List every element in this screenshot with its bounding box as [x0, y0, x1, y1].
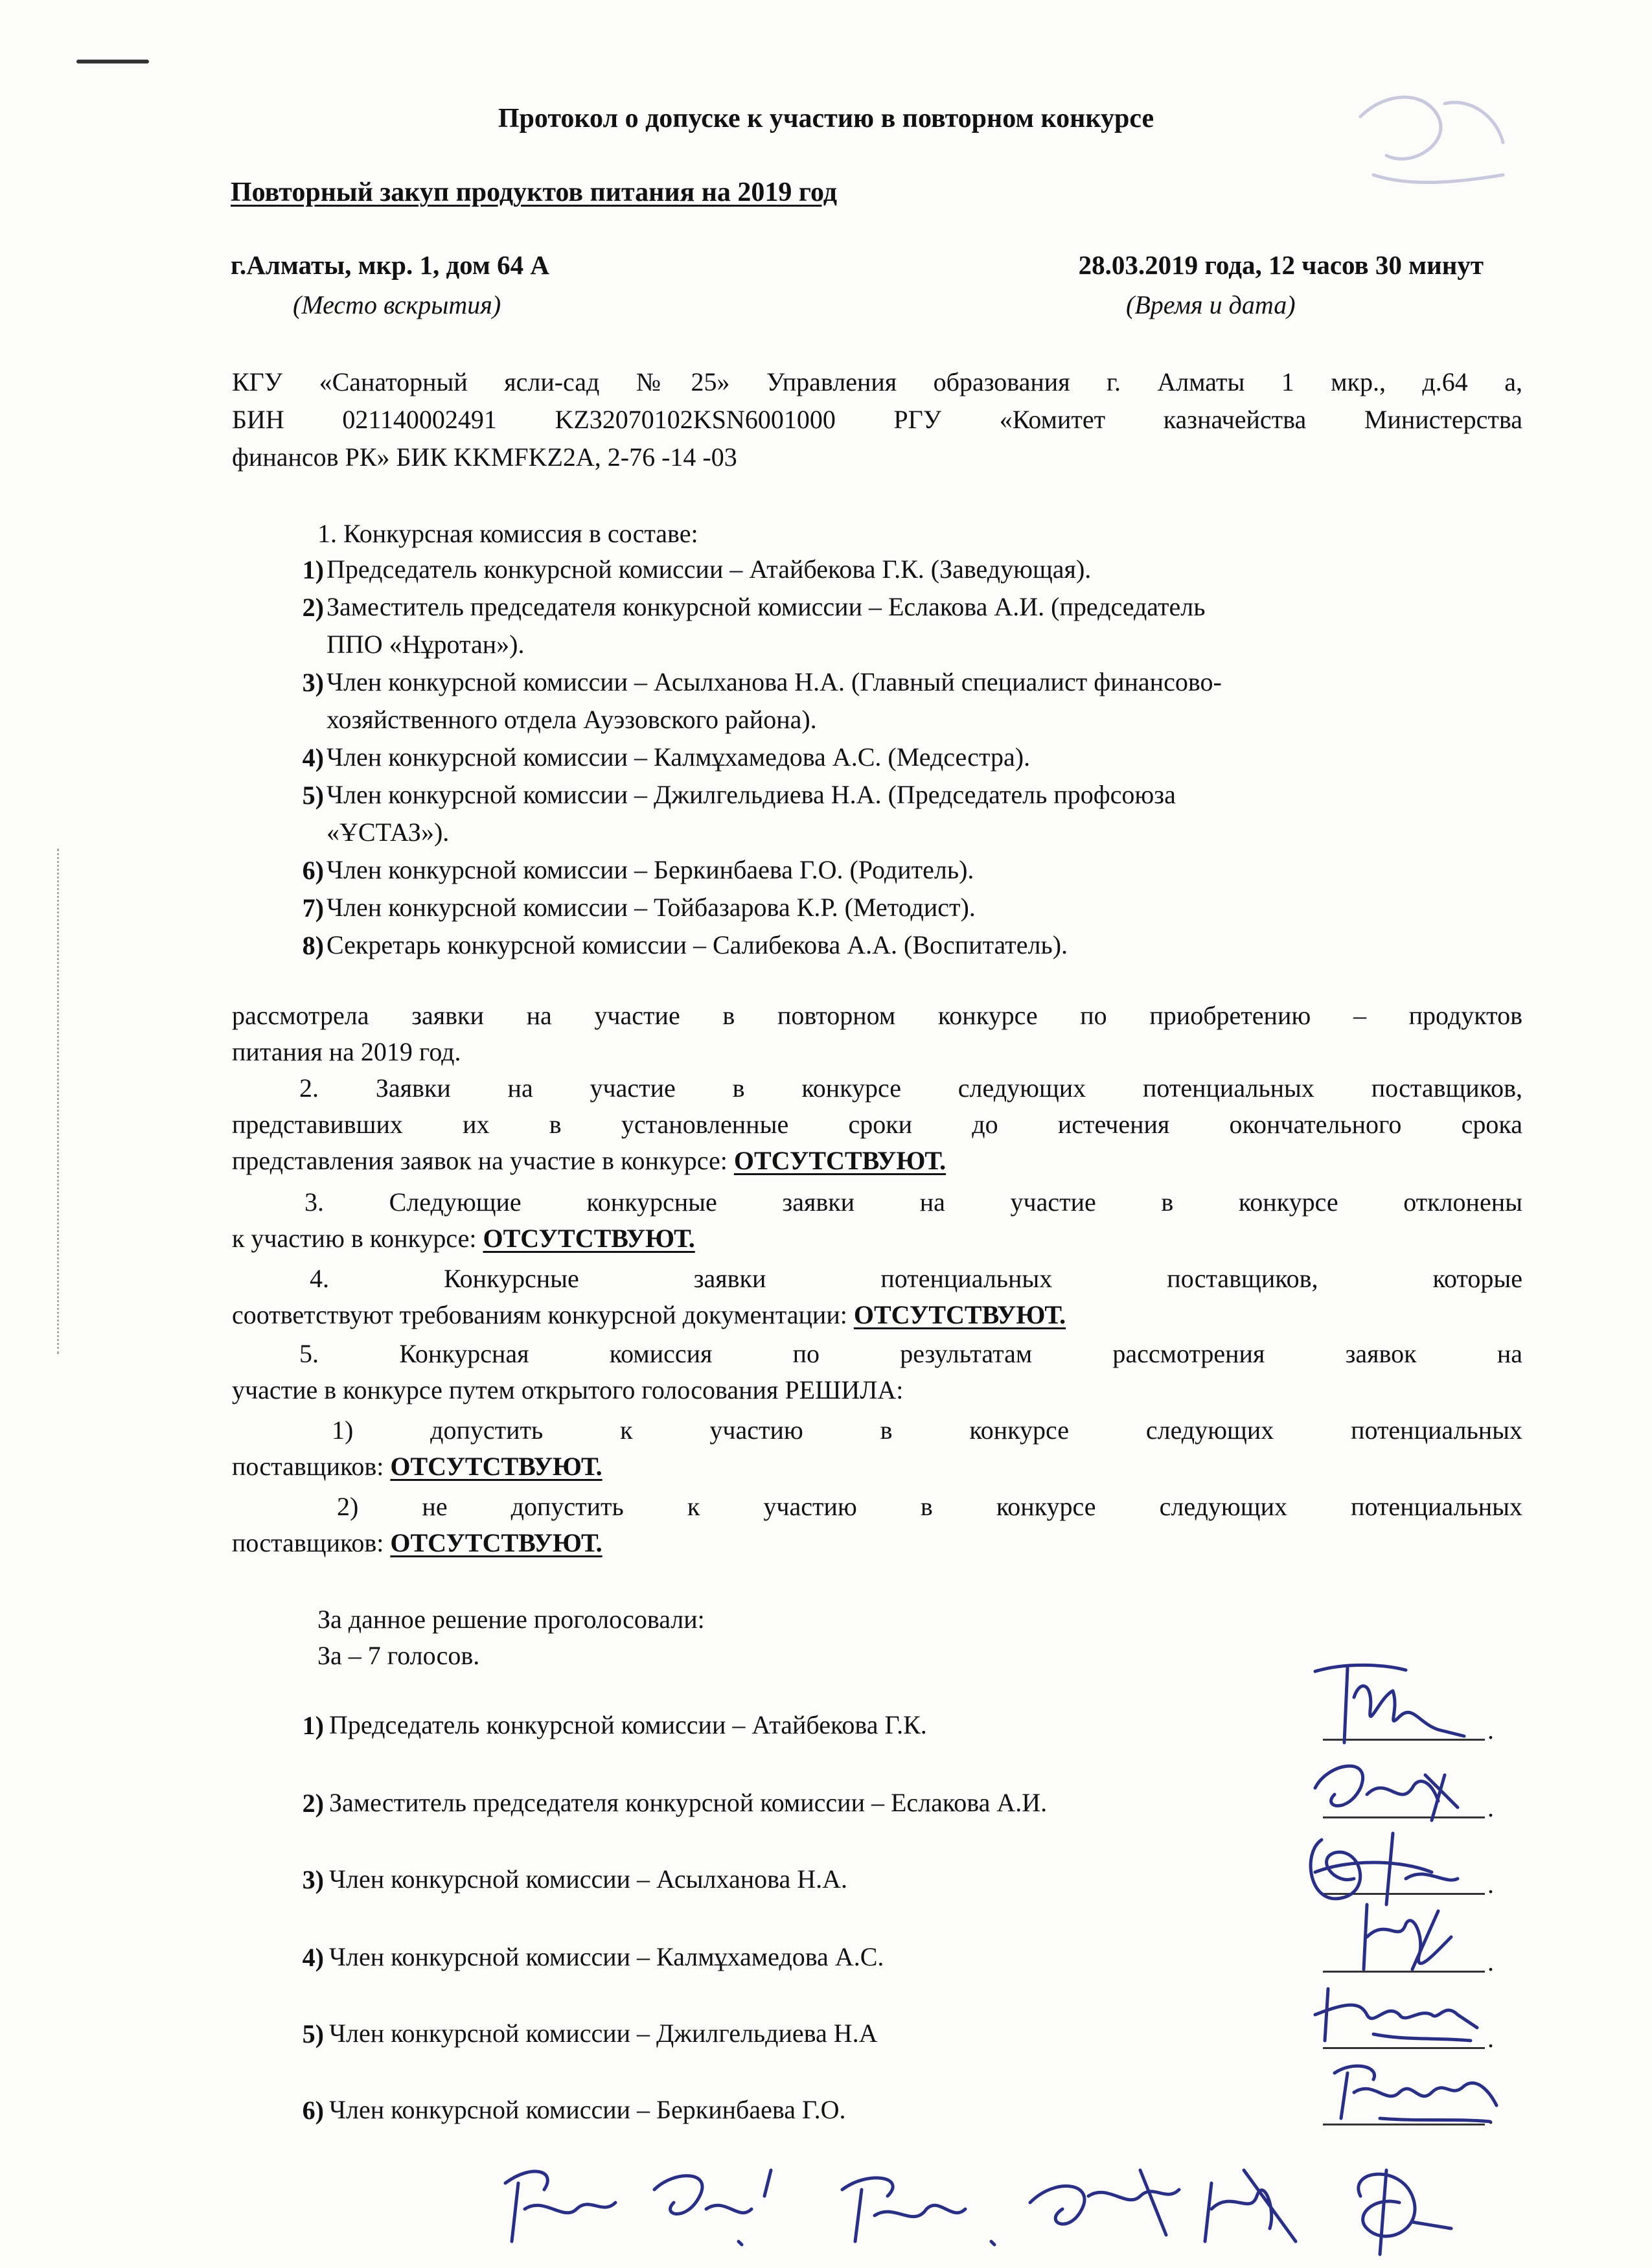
member-3-line-1: Член конкурсной комиссии – Асылханова Н.А. (Главный специалист финансово-: [327, 667, 1222, 696]
binding-thread: [57, 849, 64, 1354]
p5-1-absent: ОТСУТСТВУЮТ.: [390, 1452, 602, 1481]
reviewed-line-1: рассмотрела заявки на участие в повторном конкурсе по приобретению – продуктов: [232, 1001, 1522, 1030]
place-value: г.Алматы, мкр. 1, дом 64 А: [231, 250, 549, 280]
p5-1-line-2: [232, 1449, 602, 1485]
p3-line-2: [232, 1220, 695, 1257]
p2-absent: ОТСУТСТВУЮТ.: [733, 1146, 946, 1175]
p5-2-absent: ОТСУТСТВУЮТ.: [390, 1528, 602, 1557]
member-num-4: 4): [302, 743, 324, 772]
member-8: Секретарь конкурсной комиссии – Салибекова А.А. (Воспитатель).: [327, 930, 1068, 959]
corner-stamp-mark: [1348, 78, 1516, 194]
signature-4-handwriting: [1354, 1898, 1477, 1982]
signatory-3: Член конкурсной комиссии – Асылханова Н.А.: [329, 1864, 848, 1894]
signature-6-handwriting: [1315, 2054, 1503, 2131]
member-5-line-1: Член конкурсной комиссии – Джилгельдиева Н.А. (Председатель профсоюза: [327, 780, 1176, 809]
p5-line-2: участие в конкурсе путем открытого голосования РЕШИЛА:: [232, 1375, 904, 1404]
member-1: Председатель конкурсной комиссии – Атайбекова Г.К. (Заведующая).: [327, 555, 1092, 584]
member-num-6: 6): [302, 856, 324, 885]
signature-end-5: .: [1487, 2024, 1494, 2053]
org-line-1: КГУ «Санаторный ясли-сад №25» Управления образования г. Алматы 1 мкр., д.64 а,: [232, 367, 1522, 396]
signatory-num-2: 2): [302, 1789, 324, 1818]
member-num-3: 3): [302, 668, 324, 697]
member-num-2: 2): [302, 593, 324, 622]
org-line-3: финансов РК» БИК KKMFKZ2A, 2-76 -14 -03: [232, 442, 737, 472]
member-2-line-1: Заместитель председателя конкурсной комиссии – Еслакова А.И. (председатель: [327, 592, 1206, 621]
bottom-initials-handwriting: [492, 2157, 1464, 2261]
p5-line-1: 5. Конкурсная комиссия по результатам рассмотрения заявок на: [299, 1339, 1522, 1368]
p5-2-line-2: [232, 1525, 602, 1561]
signatory-num-1: 1): [302, 1711, 324, 1740]
member-num-8: 8): [302, 931, 324, 960]
org-line-2: БИН 021140002491 KZ32070102KSN6001000 РГУ «Комитет казначейства Министерства: [232, 405, 1522, 434]
member-4: Член конкурсной комиссии – Калмұхамедова А.С. (Медсестра).: [327, 742, 1031, 772]
signatory-5: Член конкурсной комиссии – Джилгельдиева Н.А: [329, 2019, 878, 2048]
member-num-1: 1): [302, 555, 324, 584]
vote-intro: За данное решение проголосовали:: [317, 1605, 705, 1634]
p3-absent: ОТСУТСТВУЮТ.: [483, 1224, 695, 1253]
place-label: (Место вскрытия): [293, 290, 501, 319]
signatory-1: Председатель конкурсной комиссии – Атайбекова Г.К.: [329, 1710, 927, 1739]
p5-1-text: поставщиков:: [232, 1452, 391, 1481]
signatory-2: Заместитель председателя конкурсной комиссии – Еслакова А.И.: [329, 1788, 1048, 1817]
signatory-6: Член конкурсной комиссии – Беркинбаева Г.О.: [329, 2095, 846, 2124]
datetime-label: (Время и дата): [1126, 290, 1296, 319]
signatory-num-3: 3): [302, 1865, 324, 1894]
signature-5-handwriting: [1309, 1976, 1490, 2054]
scan-mark: [76, 60, 149, 63]
member-2-line-2: ППО «Нұротан»).: [327, 630, 525, 659]
p5-2-text: поставщиков:: [232, 1528, 391, 1557]
p4-text: соответствуют требованиям конкурсной документации:: [232, 1300, 854, 1329]
member-7: Член конкурсной комиссии – Тойбазарова К.Р. (Методист).: [327, 893, 976, 922]
signature-end-4: .: [1487, 1947, 1494, 1976]
p3-text: к участию в конкурсе:: [232, 1224, 483, 1253]
signature-1-handwriting: [1309, 1658, 1477, 1756]
p2-line-3: [232, 1143, 946, 1179]
member-6: Член конкурсной комиссии – Беркинбаева Г.О. (Родитель).: [327, 855, 974, 884]
member-5-line-2: «ҰСТАЗ»).: [327, 818, 450, 847]
datetime-value: 28.03.2019 года, 12 часов 30 минут: [1078, 250, 1484, 280]
p4-line-2: [232, 1297, 1066, 1333]
commission-intro: 1. Конкурсная комиссия в составе:: [317, 519, 698, 548]
signature-end-6: .: [1487, 2100, 1494, 2129]
member-3-line-2: хозяйственного отдела Ауэзовского района).: [327, 705, 817, 734]
signatory-num-6: 6): [302, 2096, 324, 2125]
signatory-num-4: 4): [302, 1943, 324, 1972]
p5-1-line-1: 1) допустить к участию в конкурсе следующих потенциальных: [332, 1415, 1522, 1445]
p4-absent: ОТСУТСТВУЮТ.: [853, 1300, 1066, 1329]
signature-end-1: .: [1487, 1715, 1494, 1745]
p4-line-1: 4. Конкурсные заявки потенциальных поставщиков, которые: [310, 1264, 1522, 1293]
p5-2-line-1: 2) не допустить к участию в конкурсе следующих потенциальных: [337, 1492, 1522, 1521]
signature-end-3: .: [1487, 1870, 1494, 1899]
reviewed-line-2: питания на 2019 год.: [232, 1037, 461, 1066]
member-num-5: 5): [302, 781, 324, 810]
signatory-num-5: 5): [302, 2019, 324, 2048]
p2-text: представления заявок на участие в конкурсе:: [232, 1146, 734, 1175]
p2-line-1: 2. Заявки на участие в конкурсе следующих потенциальных поставщиков,: [299, 1073, 1522, 1103]
member-num-7: 7): [302, 893, 324, 922]
vote-count: За – 7 голосов.: [317, 1641, 480, 1670]
p3-line-1: 3. Следующие конкурсные заявки на участие в конкурсе отклонены: [304, 1187, 1522, 1217]
p2-line-2: представивших их в установленные сроки до истечения окончательного срока: [232, 1110, 1522, 1139]
signatory-4: Член конкурсной комиссии – Калмұхамедова А.С.: [329, 1942, 884, 1971]
signature-end-2: .: [1487, 1793, 1494, 1822]
page-subtitle: Повторный закуп продуктов питания на 2019 год: [231, 178, 837, 207]
page-title: Протокол о допуске к участию в повторном конкурсе: [498, 104, 1154, 133]
